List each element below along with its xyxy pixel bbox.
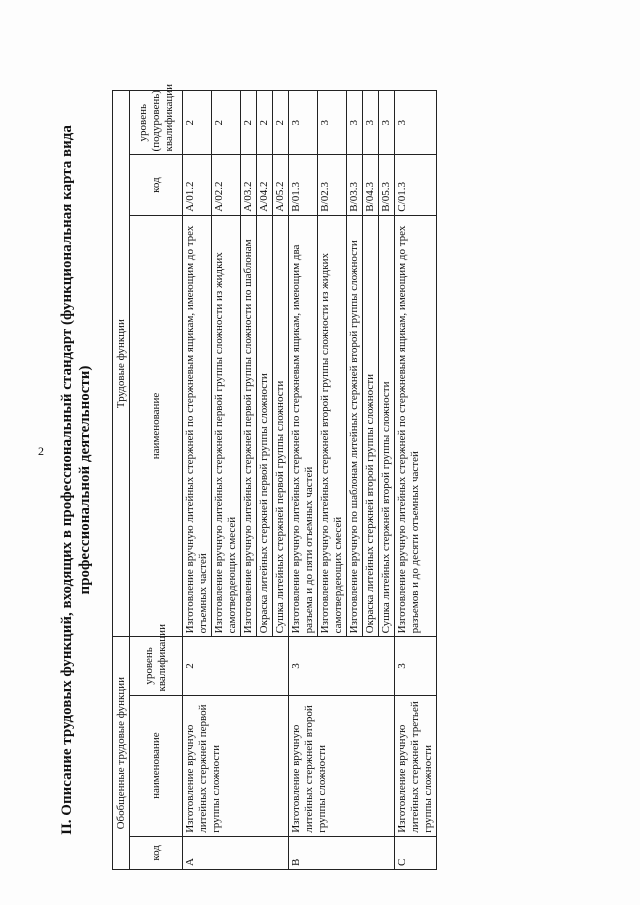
function-level: 2 — [241, 91, 257, 155]
function-code: B/01.3 — [289, 155, 318, 215]
generalized-name: Изготовление вручную литейных стержней первой группы сложности — [183, 695, 289, 836]
page-number: 2 — [38, 444, 44, 458]
function-name: Изготовление вручную по шаблонам литейных стержней второй группы сложности — [347, 215, 363, 637]
function-level: 3 — [318, 91, 347, 155]
function-name: Изготовление вручную литейных стержней по стержневым ящикам, имеющим до трех отъемных частей — [183, 215, 212, 637]
function-name: Изготовление вручную литейных стержней по стержневым ящикам, имеющим до трех разъемов и до десяти отъемных частей — [395, 215, 437, 637]
function-level: 3 — [347, 91, 363, 155]
function-name: Сушка литейных стержней второй группы сложности — [379, 215, 395, 637]
function-level: 3 — [289, 91, 318, 155]
function-name: Окраска литейных стержней первой группы сложности — [257, 215, 273, 637]
generalized-level: 3 — [395, 637, 437, 695]
function-name: Сушка литейных стержней первой группы сложности — [273, 215, 289, 637]
table-subheader-row — [130, 91, 183, 870]
generalized-code: B — [289, 836, 395, 869]
functional-map-table — [112, 83, 437, 870]
table-header-row — [113, 91, 130, 870]
function-level: 3 — [379, 91, 395, 155]
table-row — [395, 91, 437, 870]
function-name: Изготовление вручную литейных стержней первой группы сложности по шаблонам — [241, 215, 257, 637]
function-code: A/01.2 — [183, 155, 212, 215]
function-name: Изготовление вручную литейных стержней первой группы сложности из жидких самотвердеющих смесей — [212, 215, 241, 637]
header-generalized-functions: Обобщенные трудовые функции — [113, 637, 130, 870]
header-tf-name: наименование — [130, 215, 183, 637]
function-level: 2 — [183, 91, 212, 155]
header-name: наименование — [130, 695, 183, 836]
section-title — [58, 90, 94, 870]
header-tf-level: уровень (подуровень) квалификации — [130, 91, 183, 155]
function-level: 3 — [395, 91, 437, 155]
function-code: C/01.3 — [395, 155, 437, 215]
function-name: Изготовление вручную литейных стержней по стержневым ящикам, имеющим два разъема и до пяти отъемных частей — [289, 215, 318, 637]
function-name: Окраска литейных стержней второй группы сложности — [363, 215, 379, 637]
rotated-sheet — [58, 83, 578, 870]
header-labor-functions: Трудовые функции — [113, 91, 130, 637]
generalized-level: 3 — [289, 637, 395, 695]
function-code: A/04.2 — [257, 155, 273, 215]
generalized-code: C — [395, 836, 437, 869]
generalized-level: 2 — [183, 637, 289, 695]
function-level: 2 — [212, 91, 241, 155]
function-code: B/03.3 — [347, 155, 363, 215]
table-row — [289, 91, 318, 870]
function-level: 3 — [363, 91, 379, 155]
function-code: A/02.2 — [212, 155, 241, 215]
header-tf-code: код — [130, 155, 183, 215]
header-level: уровень квалификации — [130, 637, 183, 695]
function-code: B/05.3 — [379, 155, 395, 215]
table-row — [183, 91, 212, 870]
title-line-1: II. Описание трудовых функций, входящих в профессиональный стандарт (функциональная карта вида — [59, 125, 75, 835]
function-code: B/02.3 — [318, 155, 347, 215]
function-level: 2 — [273, 91, 289, 155]
generalized-name: Изготовление вручную литейных стержней второй группы сложности — [289, 695, 395, 836]
generalized-code: A — [183, 836, 289, 869]
header-code: код — [130, 836, 183, 869]
function-code: A/05.2 — [273, 155, 289, 215]
function-code: B/04.3 — [363, 155, 379, 215]
function-code: A/03.2 — [241, 155, 257, 215]
function-level: 2 — [257, 91, 273, 155]
function-name: Изготовление вручную литейных стержней второй группы сложности из жидких самотвердеющих смесей — [318, 215, 347, 637]
title-line-2: профессиональной деятельности) — [77, 365, 93, 595]
generalized-name: Изготовление вручную литейных стержней третьей группы сложности — [395, 695, 437, 836]
